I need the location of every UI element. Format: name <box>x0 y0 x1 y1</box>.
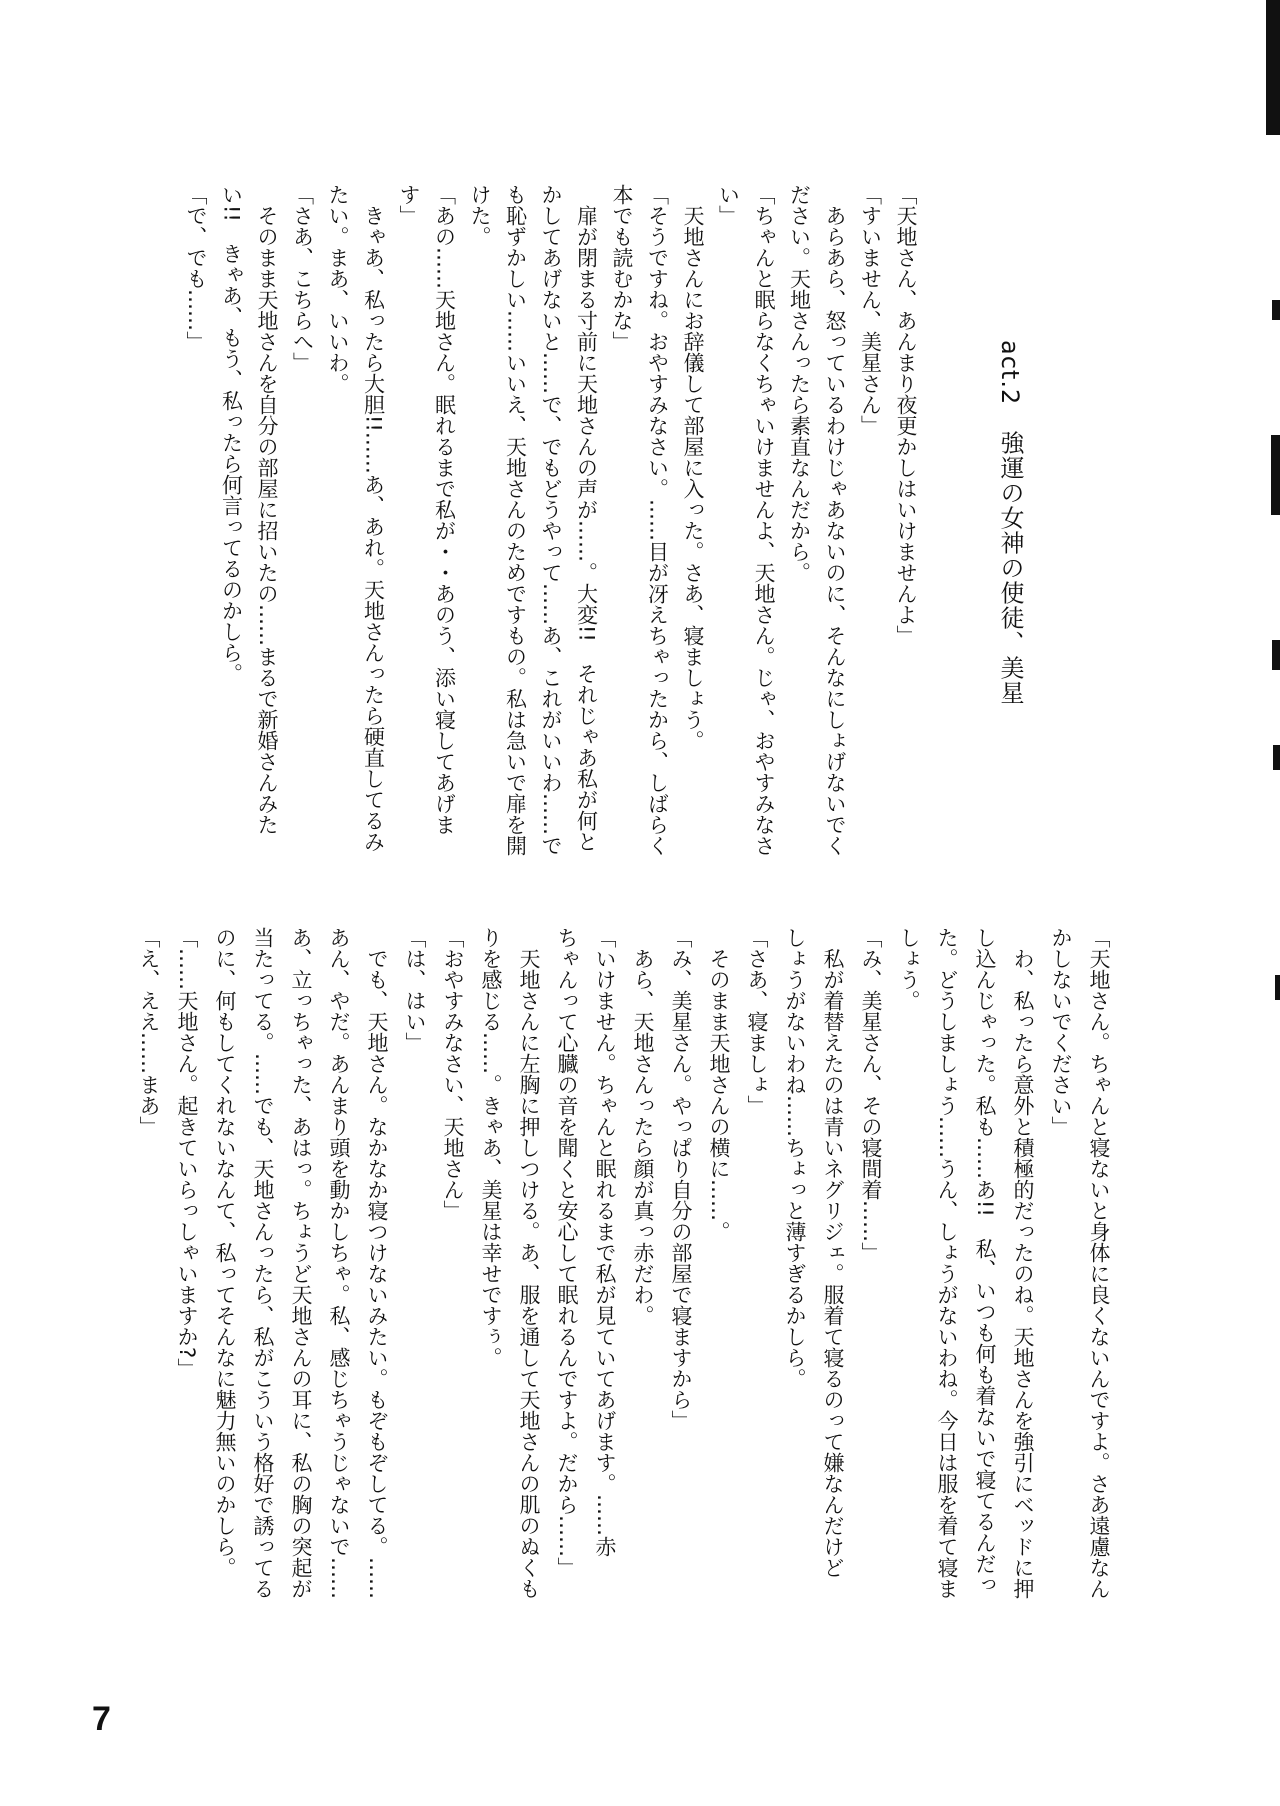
text-column: しょうがないわね……ちょっと薄すぎるかしら。 <box>783 927 807 1389</box>
text-column: 「は、はい」 <box>403 927 427 1053</box>
scan-edge-mark <box>1275 975 1280 1000</box>
text-column: 天地さんにお辞儀して部屋に入った。さあ、寝ましょう。 <box>681 184 705 751</box>
text-column: でも、天地さん。なかなか寝つけないみたい。もぞもぞしてる。…… <box>365 927 389 1599</box>
text-column: 本でも読むかな」 <box>610 184 634 352</box>
text-column: 「み、美星さん。やっぱり自分の部屋で寝ますから」 <box>669 927 693 1431</box>
text-column: す」 <box>397 184 421 226</box>
text-column: ださい。天地さんったら素直なんだから。 <box>787 184 812 583</box>
chapter-title: act.2 強運の女神の使徒、美星 <box>996 340 1024 706</box>
text-column: 「み、美星さん、その寝間着……」 <box>859 927 883 1263</box>
text-column: い!! きゃあ、もう、私ったら何言ってるのかしら。 <box>219 184 244 684</box>
text-column: 天地さんに左胸に押しつける。あ、服を通して天地さんの肌のぬくも <box>517 927 541 1599</box>
text-column: あらあら、怒っているわけじゃあないのに、そんなにしょげないでく <box>823 184 847 856</box>
text-column: そのまま天地さんの横に……。 <box>707 927 731 1242</box>
text-column: かしないでください」 <box>1049 927 1073 1137</box>
text-column: あん、やだ。あんまり頭を動かしちゃ。私、感じちゃうじゃないで…… <box>327 927 351 1599</box>
text-column: た。どうしましょう……うん、しょうがないわね。今日は服を着て寝ま <box>935 927 959 1599</box>
text-column: きゃあ、私ったら大胆!!……あ、あれ。天地さんったら硬直してるみ <box>361 184 386 852</box>
scan-edge-mark <box>1272 300 1280 320</box>
text-column: かしてあげないと……で、でもどうやって……あ、これがいいわ……で <box>539 184 563 856</box>
text-column: 私が着替えたのは青いネグリジェ。服着て寝るのって嫌なんだけど <box>821 927 845 1578</box>
text-block-top <box>178 184 924 856</box>
text-column: りを感じる……。きゃあ、美星は幸せですぅ。 <box>479 927 503 1368</box>
text-column: し込んじゃった。私も……あ!! 私、いつも何も着ないで寝てるんだっ <box>973 927 997 1595</box>
text-column: 「いけません。ちゃんと眠れるまで私が見ていてあげます。……赤 <box>593 927 617 1557</box>
text-column: い」 <box>716 184 741 226</box>
text-column: のに、何もしてくれないなんて、私ってそんなに魅力無いのかしら。 <box>213 927 237 1578</box>
text-column: 「そうですね。おやすみなさい。……目が冴えちゃったから、しばらく <box>645 184 670 856</box>
text-column: 「で、でも……」 <box>184 184 208 352</box>
text-column: あ、立っちゃった、あはっ。ちょうど天地さんの耳に、私の胸の突起が <box>289 927 313 1599</box>
text-column: そのまま天地さんを自分の部屋に招いたの……まるで新婚さんみた <box>255 184 279 835</box>
text-column: 扉が閉まる寸前に天地さんの声が……。大変!! それじゃあ私が何と <box>574 184 599 852</box>
scan-edge-mark <box>1273 745 1280 770</box>
text-column: 「……天地さん。起きていらっしゃいますか?」 <box>175 927 199 1380</box>
text-column: 「え、ええ……まあ」 <box>137 927 161 1137</box>
text-column: 「さあ、こちらへ」 <box>290 184 315 373</box>
text-block-bottom <box>130 927 1118 1599</box>
scan-edge-mark <box>1271 435 1280 515</box>
text-column: わ、私ったら意外と積極的だったのね。天地さんを強引にベッドに押 <box>1011 927 1035 1599</box>
text-column: たい。まあ、いいわ。 <box>326 184 350 394</box>
text-column: 当たってる。……でも、天地さんったら、私がこういう格好で誘ってる <box>251 927 275 1599</box>
text-column: あら、天地さんったら顔が真っ赤だわ。 <box>631 927 655 1326</box>
text-column: しょう。 <box>897 927 921 1011</box>
text-column: ちゃんって心臓の音を聞くと安心して眠れるんですよ。だから……」 <box>555 927 579 1578</box>
scan-edge-mark <box>1272 640 1280 670</box>
page-number: 7 <box>92 1700 111 1738</box>
text-column: 「天地さん。ちゃんと寝ないと身体に良くないんですよ。さあ遠慮なん <box>1087 927 1111 1599</box>
scan-edge-mark <box>1266 0 1280 135</box>
text-column: も恥ずかしい……いいえ、天地さんのためですもの。私は急いで扉を開 <box>503 184 528 856</box>
text-column: 「天地さん、あんまり夜更かしはいけませんよ」 <box>894 184 918 646</box>
text-column: 「すいません、美星さん」 <box>858 184 883 436</box>
text-column: 「おやすみなさい、天地さん」 <box>441 927 465 1221</box>
text-column: 「あの……天地さん。眠れるまで私が・・あのう、添い寝してあげま <box>432 184 457 835</box>
text-column: けた。 <box>468 184 492 247</box>
text-column: 「さあ、寝ましょ」 <box>745 927 769 1116</box>
text-column: 「ちゃんと眠らなくちゃいけませんよ、天地さん。じゃ、おやすみなさ <box>752 184 776 856</box>
